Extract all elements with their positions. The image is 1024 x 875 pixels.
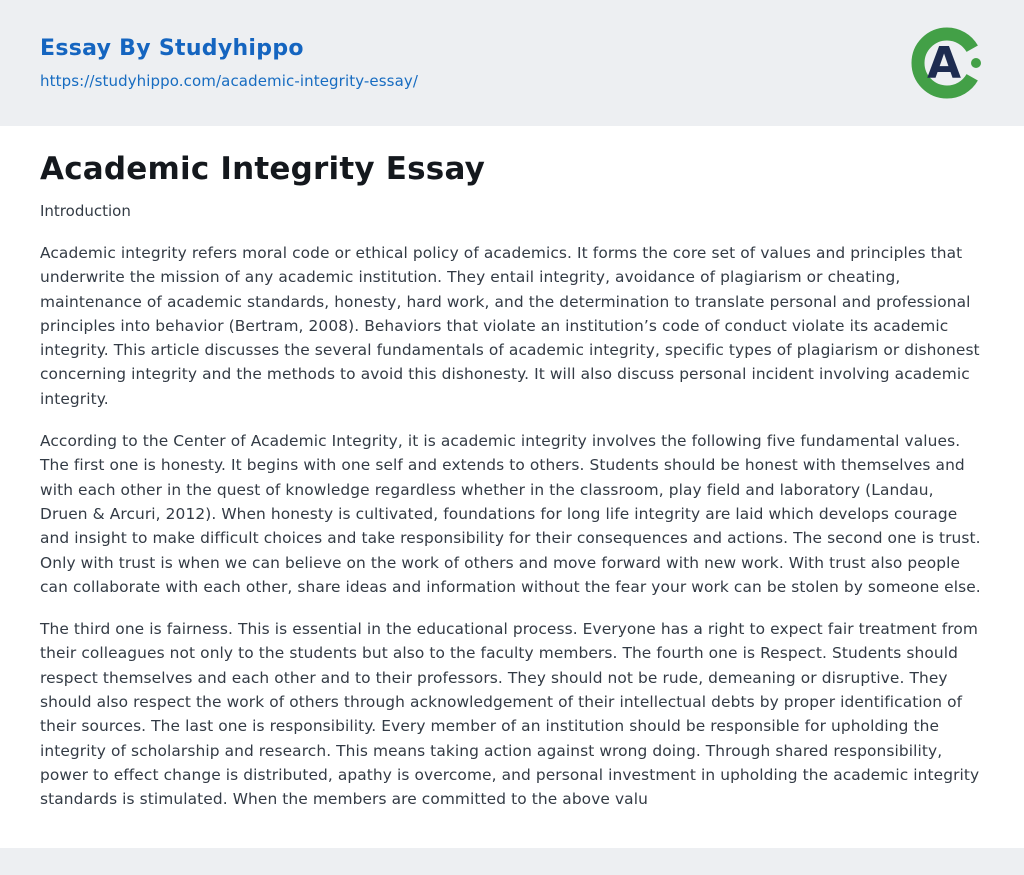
section-heading-introduction: Introduction	[40, 202, 131, 220]
essay-paragraph-3: The third one is fairness. This is essential in the educational process. Everyone has a right to expect fair treatment from their colleagues not only to the students but also to the faculty members. The fourth one is Respect. Students should respect themselves and each other and to their professors. They should not be rude, demeaning or disruptive. They should also respect the work of others through acknowledgement of their intellectual debts by proper identification of their sources. The last one is responsibility. Every member of an institution should be responsible for upholding the integrity of scholarship and research. This means taking action against wrong doing. Through shared responsibility, power to effect change is distributed, apathy is overcome, and personal investment in upholding the academic integrity standards is stimulated. When the members are committed to the above valu	[40, 620, 980, 809]
logo-ring-icon	[910, 26, 984, 100]
source-url-link[interactable]: https://studyhippo.com/academic-integrity-essay/	[40, 72, 419, 90]
page-header	[0, 0, 1024, 126]
essay-paragraph-1: Academic integrity refers moral code or ethical policy of academics. It forms the core set of values and principles that underwrite the mission of any academic institution. They entail integrity, avoidance of plagiarism or cheating, maintenance of academic standards, honesty, hard work, and the determination to translate personal and professional principles into behavior (Bertram, 2008). Behaviors that violate an institution’s code of conduct violate its academic integrity. This article discusses the several fundamentals of academic integrity, specific types of plagiarism or dishonest concerning integrity and the methods to avoid this dishonesty. It will also discuss personal incident involving academic integrity.	[40, 244, 980, 408]
page-title: Academic Integrity Essay	[40, 151, 486, 187]
logo-a-icon: A	[926, 38, 962, 89]
essay-paragraph-2: According to the Center of Academic Integrity, it is academic integrity involves the following five fundamental values. The first one is honesty. It begins with one self and extends to others. Students should be honest with themselves and with each other in the quest of knowledge regardless whether in the classroom, play field and laboratory (Landau, Druen & Arcuri, 2012). When honesty is cultivated, foundations for long life integrity are laid which develops courage and insight to make difficult choices and take responsibility for their consequences and actions. The second one is trust. Only with trust is when we can believe on the work of others and move forward with new work. With trust also people can collaborate with each other, share ideas and information without the fear your work can be stolen by someone else.	[40, 432, 981, 596]
document-body	[0, 126, 1024, 848]
studyhippo-logo	[910, 26, 984, 100]
site-title: Essay By Studyhippo	[40, 36, 304, 61]
page-footer	[0, 848, 1024, 875]
header-text-block	[40, 36, 418, 90]
